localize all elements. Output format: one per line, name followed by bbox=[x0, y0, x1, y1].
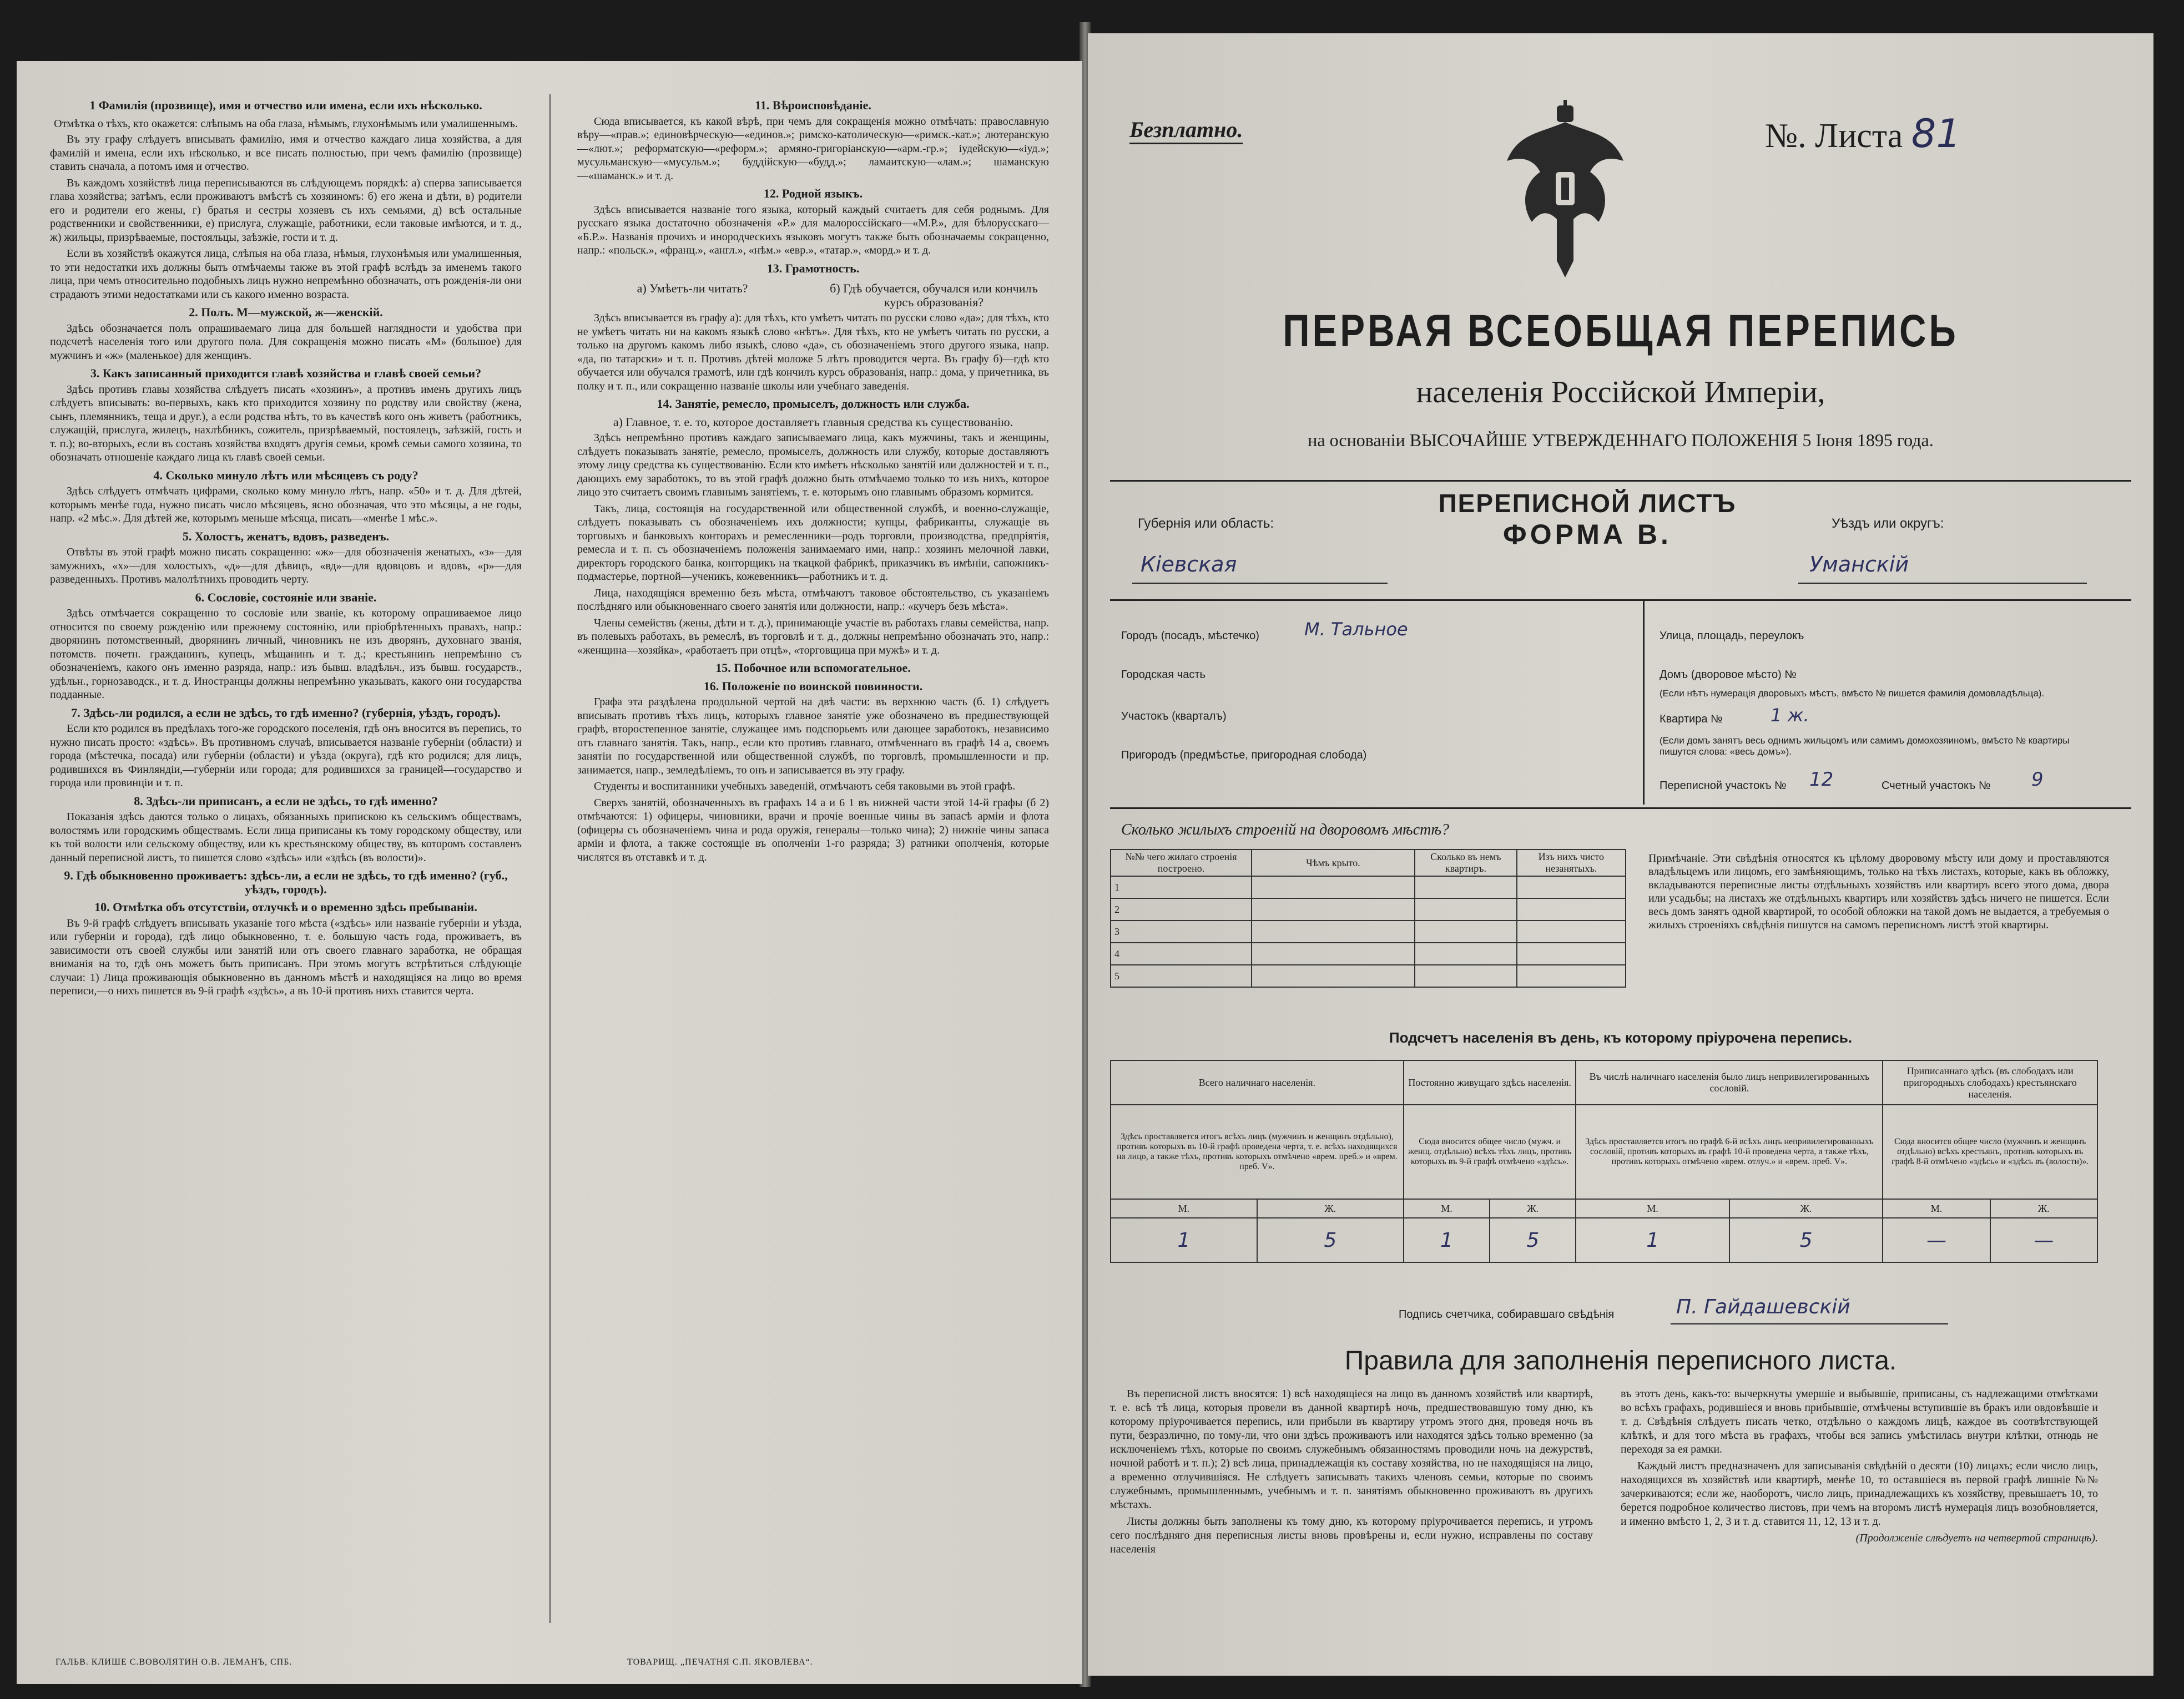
sheet-number bbox=[1765, 111, 1961, 156]
house-label: Домъ (дворовое мѣсто) № bbox=[1660, 669, 1797, 681]
heading-8: 8. Здѣсь-ли приписанъ, а если не здѣсь, то гдѣ именно? bbox=[134, 793, 438, 808]
paragraph: Сверхъ занятій, обозначенныхъ въ графахъ 14 а и 6 1 въ нижней части этой 14-й графы (б 2) отмѣчаются: 1) офицеры, чиновники, врачи и прочіе военные чины въ запасѣ арміи и флота (офицеры съ обозначеніемъ чина и рода оружія, генералы—только чина); 2) нижніе чины запаса арміи и флота, а также состоящіе въ ополченіи 1-го разряда; 3) ратники ополченія, которые числятся въ отставкѣ и т. д. bbox=[577, 796, 1049, 863]
table-row: 4 bbox=[1111, 943, 1252, 965]
buildings-col-header: Сколько въ немъ квартиръ. bbox=[1415, 850, 1517, 876]
divider bbox=[1110, 480, 2131, 482]
sex-header: М. bbox=[1576, 1199, 1729, 1218]
right-page-census-form bbox=[1088, 33, 2153, 1676]
paragraph: Въ эту графу слѣдуетъ вписывать фамилію, имя и отчество каждаго лица хозяйства, а для фамилій и имена, если ихъ нѣсколько, и все писать полностью, при чемъ фамилію (прозвище) ставить сначала, а потомъ имя и отчество. bbox=[50, 133, 522, 173]
sex-header: Ж. bbox=[1990, 1199, 2097, 1218]
count-col-header: Въ числѣ наличнаго населенія было лицъ непривилегированныхъ сословій. bbox=[1576, 1060, 1883, 1105]
heading-5: 5. Холостъ, женатъ, вдовъ, разведенъ. bbox=[182, 529, 390, 543]
paragraph: Въ переписной листъ вносятся: 1) всѣ находящіеся на лицо въ данномъ хозяйствѣ или квартирѣ, т. е. всѣ тѣ лица, которыя провели въ данной квартирѣ ночь, предшествовавшую тому дню, къ которому пріурочивается перепись, или прибыли въ квартиру утромъ этого дня, проведя ночь въ пути, безразлично, по тому-ли, что они здѣсь проживаютъ или находятся здѣсь только временно (за исключеніемъ тѣхъ, которые по своимъ служебнымъ обязанностямъ проводили ночь на дежурствѣ, ночной работѣ и т. п.); 2) всѣ лица, принадлежащія къ составу хозяйства, но не находящіяся на лицо, а временно отлучившіяся. Не слѣдуетъ записывать такихъ членовъ семьи, которые по своимъ служебнымъ, промышленнымъ, учебнымъ и т. п. занятіямъ обыкновенно проживаютъ въ другихъ мѣстахъ. bbox=[1110, 1388, 1593, 1511]
paragraph: Здѣсь противъ главы хозяйства слѣдуетъ писать «хозяинъ», а противъ именъ другихъ лицъ слѣдуетъ вписывать: во-первыхъ, какъ кто приходится хозяину по родству или свойству (жена, сынъ, племянникъ, теща и друг.), а если родства нѣтъ, то въ качествѣ кого онъ живетъ (работникъ, служащій, прислуга, жилецъ, нахлѣбникъ, сожитель, призрѣваемый, постоялецъ, заѣзжій, гость и т. п.); во-вторыхъ, если въ составъ хозяйства входятъ другія семьи, кромѣ семьи самого хозяина, то обозначать отношеніе каждаго лица къ главѣ своей семьи. bbox=[50, 383, 522, 463]
section-label: Участокъ (кварталъ) bbox=[1121, 710, 1227, 722]
heading-15: 15. Побочное или вспомогательное. bbox=[715, 661, 911, 675]
count-value: 1 bbox=[1111, 1218, 1257, 1262]
count-col-description: Сюда вносится общее число (мужч. и женщ. отдѣльно) всѣхъ тѣхъ лицъ, противъ которыхъ въ 9-й графѣ отмѣчено «здѣсь». bbox=[1404, 1105, 1576, 1199]
heading-1: 1 Фамилія (прозвище), имя и отчество или имена, если ихъ нѣсколько. bbox=[89, 98, 482, 112]
buildings-note: Примѣчаніе. Эти свѣдѣнія относятся къ цѣлому дворовому мѣсту или дому и проставляются владѣльцемъ или лицомъ, его замѣняющимъ, только на тѣхъ листахъ, которые, какъ въ обложку, вкладываются переписные листы отдѣльныхъ хозяйствъ или квартиръ всего этого дома, двора или усадьбы; на листахъ же отдѣльныхъ квартиръ или хозяйствъ здѣсь ничего не пишется. Если весь домъ занятъ одной квартирой, то особой обложки на такой домъ не выдается, а требуемыя о жилыхъ строеніяхъ свѣдѣнія пишутся на самомъ переписномъ листѣ этой квартиры. bbox=[1648, 852, 2109, 931]
table-row: 2 bbox=[1111, 898, 1252, 921]
left-column-1 bbox=[50, 94, 522, 1640]
heading-2: 2. Полъ. М—мужской, ж—женскій. bbox=[189, 305, 383, 319]
table-row: 3 bbox=[1111, 921, 1252, 943]
paragraph: Если въ хозяйствѣ окажутся лица, слѣпыя на оба глаза, нѣмыя, глухонѣмыя или умалишенныя, то эти недостатки ихъ должны быть отмѣчаемы также въ этой графѣ вслѣдъ за именемъ такого лица, при чемъ относительно подобныхъ лицъ нужно непремѣнно обозначать, отъ рожденія-ли они страдаютъ этими недостатками или съ какого именно возраста. bbox=[50, 247, 522, 301]
paragraph: Каждый листъ предназначенъ для записыванія свѣдѣній о десяти (10) лицахъ; если число лицъ, находящихся въ хозяйствѣ или квартирѣ, менѣе 10, то оставшіеся въ первой графѣ лишніе №№ зачеркиваются; если же, наоборотъ, число лицъ, принадлежащихъ къ хозяйству, превышаетъ 10, то берется подробное количество листовъ, при чемъ на второмъ листѣ нумерація лицъ возобновляется, и именно вмѣсто 1, 2, 3 и т. д. ставится 11, 12, 13 и т. д. bbox=[1621, 1460, 2098, 1528]
house-note: (Если нѣтъ нумерація дворовыхъ мѣстъ, вмѣсто № пишется фамилія домовладѣльца). bbox=[1660, 688, 2045, 699]
paragraph: Если кто родился въ предѣлахъ того-же городского поселенія, гдѣ онъ вносится въ перепись, то нужно писать просто: «здѣсь». Въ противномъ случаѣ, вписывается названіе губерніи (области) и города (мѣстечка, посада) или губерніи (области) и уѣзда (округа), гдѣ кто родился; для лицъ, родившихся въ Финляндіи,—губерніи или города; для родившихся за границей—государство и города или провинціи и т. п. bbox=[50, 722, 522, 789]
free-label: Безплатно. bbox=[1129, 117, 1243, 144]
district-value: Уманскій bbox=[1809, 552, 1909, 577]
heading-13: 13. Грамотность. bbox=[766, 261, 860, 275]
table-row: 5 bbox=[1111, 965, 1252, 987]
paragraph: Здѣсь обозначается полъ опрашиваемаго лица для большей наглядности и удобства при подсчетѣ населенія того или другого пола. Для сокращенія можно писать «М» (большое) для мужчинъ и «ж» (маленькое) для женщинъ. bbox=[50, 322, 522, 362]
province-value: Кіевская bbox=[1141, 552, 1237, 577]
count-col-header: Приписаннаго здѣсь (въ слободахъ или пригородныхъ слободахъ) крестьянскаго населенія. bbox=[1883, 1060, 2097, 1105]
sex-header: Ж. bbox=[1490, 1199, 1576, 1218]
sex-header: Ж. bbox=[1257, 1199, 1404, 1218]
heading-11: 11. Вѣроисповѣданіе. bbox=[755, 98, 871, 112]
paragraph: Въ 9-й графѣ слѣдуетъ вписывать указаніе того мѣста («здѣсь» или названіе губерніи и уѣзда, или губерніи и города), гдѣ лицо обыкновенно, т. е. большую часть года, проживаетъ, въ зависимости отъ своей службы или занятій или отъ своего главнаго заработка, не обращая вниманія на то, гдѣ онъ можетъ быть приписанъ. При этомъ могутъ встрѣтиться слѣдующіе случаи: 1) Лица проживающія обыкновенно въ данномъ мѣстѣ и находящіяся на лицо во время переписи,—о нихъ пишется въ 9-й графѣ «здѣсь», а въ 10-й противъ нихъ ставится черта. bbox=[50, 917, 522, 997]
table-row: 1 bbox=[1111, 876, 1252, 898]
count-value: — bbox=[1883, 1218, 1990, 1262]
count-title: Подсчетъ населенія въ день, къ которому пріурочена перепись. bbox=[1389, 1029, 1853, 1046]
divider bbox=[1110, 807, 2131, 809]
sheet-number-handwritten: 81 bbox=[1911, 111, 1961, 156]
left-column-2 bbox=[577, 94, 1049, 1640]
count-col-header: Постоянно живущаго здѣсь населенія. bbox=[1404, 1060, 1576, 1105]
paragraph: Показанія здѣсь даются только о лицахъ, обязанныхъ припискою къ сельскимъ обществамъ, волостямъ или городскимъ обществамъ. Если лица приписаны къ тому городскому обществу, или къ той волости или сельскому обществу, или къ крестьянскому обществу, въ которомъ составленъ данный переписной листъ, то пишется слово «здѣсь» или «здѣсь (въ волости)». bbox=[50, 811, 522, 864]
paragraph: Сюда вписывается, къ какой вѣрѣ, при чемъ для сокращенія можно отмѣчать: православную вѣру—«прав.»; единовѣрческую—«единов.»; римско-католическую—«римск.-кат.»; лютеранскую—«лют.»; реформатскую—«реформ.»; армяно-григоріанскую—«арм.-гр.»; іудейскую—«іуд.»; мусульманскую—«мусульм.»; буддійскую—«будд.»; ламаитскую—«лам.»; шаманскую—«шаманск.» и т. д. bbox=[577, 115, 1049, 182]
count-value: — bbox=[1990, 1218, 2097, 1262]
buildings-col-header: №№ чего жилаго строенія построено. bbox=[1111, 850, 1252, 876]
heading-7: 7. Здѣсь-ли родился, а если не здѣсь, то гдѣ именно? (губернія, уѣздъ, городъ). bbox=[71, 705, 501, 720]
rules-column-2 bbox=[1621, 1387, 2098, 1548]
heading-14: 14. Занятіе, ремесло, промыселъ, должность или служба. bbox=[657, 397, 970, 411]
count-col-description: Здѣсь проставляется итогъ всѣхъ лицъ (мужчинъ и женщинъ отдѣльно), противъ которыхъ въ 10-й графѣ проведена черта, т. е. всѣхъ находящихся на лицо, а также тѣхъ, противъ которыхъ отмѣчено «врем. преб.» и «врем. преб. V». bbox=[1111, 1105, 1404, 1199]
sex-header: М. bbox=[1404, 1199, 1490, 1218]
printer-footer-right: ТОВАРИЩ. „ПЕЧАТНЯ С.П. ЯКОВЛЕВА“. bbox=[627, 1657, 813, 1667]
count-section-label: Счетный участокъ № bbox=[1882, 780, 1991, 792]
census-section-value: 12 bbox=[1809, 768, 1834, 791]
buildings-col-header: Изъ нихъ чисто незанятыхъ. bbox=[1517, 850, 1626, 876]
paragraph: Студенты и воспитанники учебныхъ заведеній, отмѣчаютъ себя таковыми въ этой графѣ. bbox=[594, 780, 1016, 792]
column-rule bbox=[549, 94, 551, 1623]
form-line-1: ПЕРЕПИСНОЙ ЛИСТЪ bbox=[1438, 489, 1737, 518]
heading-4: 4. Сколько минуло лѣтъ или мѣсяцевъ съ роду? bbox=[153, 468, 418, 482]
suburb-label: Пригородъ (предмѣстье, пригородная слобода) bbox=[1121, 749, 1367, 761]
sex-header: Ж. bbox=[1729, 1199, 1883, 1218]
vertical-divider bbox=[1643, 599, 1645, 805]
rules-title: Правила для заполненія переписного листа. bbox=[1344, 1346, 1897, 1376]
divider bbox=[1110, 599, 2131, 601]
citypart-label: Городская часть bbox=[1121, 669, 1206, 681]
form-basis: на основаніи ВЫСОЧАЙШЕ УТВЕРЖДЕННАГО ПОЛОЖЕНІЯ 5 Іюня 1895 года. bbox=[1308, 430, 1934, 450]
buildings-question: Сколько жилыхъ строеній на дворовомъ мѣстѣ? bbox=[1121, 821, 1450, 838]
rules-column-1 bbox=[1110, 1387, 1593, 1559]
count-section-value: 9 bbox=[2031, 768, 2044, 791]
double-headed-eagle-emblem-icon bbox=[1501, 100, 1629, 283]
paragraph: въ этотъ день, какъ-то: вычеркнуты умершіе и выбывшіе, приписаны, съ надлежащими отмѣтками во всѣхъ графахъ, родившіеся и вновь прибывшіе, отмѣчены вступившіе въ бракъ или овдовѣвшіе и т. д. Свѣдѣнія слѣдуетъ писать четко, отдѣльно о каждомъ лицѣ, каждое въ соотвѣтствующей клѣткѣ, и для того мѣста въ графахъ, чтобы вся запись умѣстилась внутри клѣтки, отнюдь не переходя за ея рамки. bbox=[1621, 1388, 2098, 1455]
apartment-value: 1 ж. bbox=[1771, 705, 1809, 726]
heading-12: 12. Родной языкъ. bbox=[763, 186, 863, 200]
form-line-2: ФОРМА В. bbox=[1503, 519, 1672, 550]
signature-label: Подпись счетчика, собиравшаго свѣдѣнія bbox=[1399, 1308, 1615, 1321]
paragraph: Листы должны быть заполнены къ тому дню, къ которому пріурочивается перепись, и утромъ сего послѣдняго дня переписныя листы вновь провѣрены и, если нужно, исправлены по составу населенія bbox=[1110, 1515, 1593, 1555]
heading-3: 3. Какъ записанный приходится главѣ хозяйства и главѣ своей семьи? bbox=[90, 366, 482, 380]
district-label: Уѣздъ или округъ: bbox=[1832, 516, 1944, 531]
paragraph: Графа эта раздѣлена продольной чертой на двѣ части: въ верхнюю часть (б. 1) слѣдуетъ вписывать противъ тѣхъ лицъ, которыхъ главное занятіе уже обозначено въ предшествующей графѣ, второстепенное занятіе, служащее имъ подспорьемъ или дающее заработокъ, независимо отъ главнаго занятія. Такъ, напр., если кто противъ главнаго, отмѣченнаго въ графѣ 14 а, своемъ занятіи по государственной или общественной службѣ, по торговлѣ, промышленности и пр. занимается, напр., земледѣліемъ, то онъ и записывается въ эту графу. bbox=[577, 696, 1049, 776]
count-col-description: Сюда вносится общее число (мужчинъ и женщинъ отдѣльно) всѣхъ крестьянъ, противъ которыхъ въ графѣ 8-й отмѣчено «здѣсь» и «здѣсь въ (волости)». bbox=[1883, 1105, 2097, 1199]
province-label: Губернія или область: bbox=[1138, 516, 1274, 531]
paragraph: Здѣсь отмѣчается сокращенно то сословіе или званіе, къ которому опрашиваемое лицо относится по своему рожденію или прежнему состоянію, или пріобрѣтенныхъ правахъ, напр.: дворянинъ потомственный, дворянинъ личный, чиновникъ не изъ дворянъ, духовнаго званія, потомств. почетн. гражданинъ, купецъ, мѣщанинъ и т. д.; крестьянинъ непремѣнно съ обозначеніемъ, какого онъ именно разряда, напр.: изъ бывш. владѣльч., изъ бывш. государств., удѣльн., горнозаводск., и т. д. Иностранцы должны непремѣнно указывать, какого они государства подданные. bbox=[50, 607, 522, 701]
count-col-header: Всего наличнаго населенія. bbox=[1111, 1060, 1404, 1105]
census-section-label: Переписной участокъ № bbox=[1660, 780, 1787, 792]
heading-13a: а) Умѣетъ-ли читать? bbox=[637, 281, 748, 295]
underline bbox=[1132, 583, 1388, 584]
paragraph: Члены семействъ (жены, дѣти и т. д.), принимающіе участіе въ работахъ главы семейства, напр. въ полевыхъ работахъ, въ ремеслѣ, въ торговлѣ и т. д., должны непремѣнно обозначать это, напр.: «женщина—хозяйка», «работаетъ при отцѣ», «торговщица при мужѣ» и т. д. bbox=[577, 616, 1049, 656]
heading-16: 16. Положеніе по воинской повинности. bbox=[703, 679, 923, 693]
apartment-label: Квартира № bbox=[1660, 713, 1723, 725]
town-value: М. Тальное bbox=[1304, 619, 1408, 640]
sheet-number-label: №. Листа bbox=[1765, 117, 1903, 155]
form-type bbox=[1404, 488, 1771, 550]
street-label: Улица, площадь, переулокъ bbox=[1660, 630, 1804, 642]
count-col-description: Здѣсь проставляется итогъ по графѣ 6-й всѣхъ лицъ непривилегированныхъ сословій, противъ которыхъ въ графѣ 10-й проведена черта, а также тѣхъ, противъ которыхъ отмѣчено «врем. отлуч.» и «врем. преб. V». bbox=[1576, 1105, 1883, 1199]
underline bbox=[1671, 1323, 1948, 1324]
heading-6: 6. Сословіе, состояніе или званіе. bbox=[195, 590, 377, 604]
paragraph: Лица, находящіяся временно безъ мѣста, отмѣчаютъ таковое обстоятельство, съ указаніемъ послѣдняго или обыкновеннаго своего занятія или должности, напр.: «кучеръ безъ мѣста». bbox=[577, 586, 1049, 613]
heading-13b: б) Гдѣ обучается, обучался или кончилъ курсъ образованія? bbox=[830, 281, 1038, 309]
heading-14a: а) Главное, т. е. то, которое доставляетъ главныя средства къ существованію. bbox=[613, 414, 1013, 429]
buildings-col-header: Чѣмъ крыто. bbox=[1252, 850, 1415, 876]
population-count-table bbox=[1110, 1060, 2098, 1263]
count-value: 5 bbox=[1490, 1218, 1576, 1262]
town-label: Городъ (посадъ, мѣстечко) bbox=[1121, 630, 1259, 642]
count-value: 1 bbox=[1576, 1218, 1729, 1262]
paragraph: Отвѣты въ этой графѣ можно писать сокращенно: «ж»—для обозначенія женатыхъ, «з»—для замужнихъ, «х»—для холостыхъ, «д»—для дѣвицъ, «вд»—для вдовцовъ и вдовъ, «р»—для разведенныхъ. Противъ малолѣтнихъ проводить черту. bbox=[50, 546, 522, 585]
left-page-instructions bbox=[17, 61, 1082, 1684]
paragraph: Здѣсь непремѣнно противъ каждаго записываемаго лица, какъ мужчины, такъ и женщины, слѣдуетъ показывать занятіе, ремесло, промыселъ, должность или службу, которые доставляютъ этому лицу средства къ существованію. Если кто имѣетъ нѣсколько занятій или должностей и т. п., дающихъ ему заработокъ, то въ этой графѣ должно быть отмѣчаемо только то изъ нихъ, которое лицо это считаетъ своимъ главнымъ занятіемъ, т. е. которымъ оно главнымъ образомъ кормится. bbox=[577, 432, 1049, 498]
subheading-1: Отмѣтка о тѣхъ, кто окажется: слѣпымъ на оба глаза, нѣмымъ, глухонѣмымъ или умалишеннымъ. bbox=[54, 117, 518, 130]
apartment-note: (Если домъ занятъ весь однимъ жильцомъ или самимъ домохозяиномъ, вмѣсто № квартиры пишутся слова: «весь домъ»). bbox=[1660, 735, 2070, 757]
count-value: 5 bbox=[1729, 1218, 1883, 1262]
paragraph: Здѣсь слѣдуетъ отмѣчать цифрами, сколько кому минуло лѣтъ, напр. «50» и т. д. Для дѣтей, которымъ менѣе года, нужно писать число мѣсяцевъ, ясно обозначая, что это мѣсяцы, а не годы, напр. «2 мѣс.». Для дѣтей же, которымъ меньше мѣсяца, писать—«менѣе 1 мѣс.». bbox=[50, 485, 522, 524]
heading-10: 10. Отмѣтка объ отсутствіи, отлучкѣ и о временно здѣсь пребываніи. bbox=[94, 900, 477, 914]
sex-header: М. bbox=[1883, 1199, 1990, 1218]
paragraph: Въ каждомъ хозяйствѣ лица переписываются въ слѣдующемъ порядкѣ: а) сперва записывается глава хозяйства; затѣмъ, если проживаютъ вмѣстѣ съ хозяиномъ: б) его жена и дѣти, в) родители его и родители его жены, г) братья и сестры хозяевъ съ ихъ семьями, д) всѣ остальные родственники и свойственники, е) прислуга, служащіе, работники, если таковые имѣются, и т. д., ж) жильцы, призрѣваемые, постояльцы, заѣзжіе, гости и т. д. bbox=[50, 176, 522, 244]
paragraph: Здѣсь вписывается въ графу а): для тѣхъ, кто умѣетъ читать по русски слово «да»; для тѣхъ, кто не умѣетъ читать ни на какомъ языкѣ слово «нѣтъ». Для тѣхъ, кто не умѣетъ читать по русски, а только на другомъ какомъ либо языкѣ, слово «да», съ обозначеніемъ этого другого языка, напр. «да, по татарски» и т. п. Противъ дѣтей моложе 5 лѣтъ проводится черта. Въ графу б)—гдѣ кто обучается или обучался грамотѣ, или гдѣ кончилъ курсъ образованія, напр.: дома, у причетника, въ полку и т. п., или сокращенно названіе школы или учебнаго заведенія. bbox=[577, 312, 1049, 392]
paragraph: Такъ, лица, состоящія на государственной или общественной службѣ, и военно-служащіе, слѣдуетъ показывать съ обозначеніемъ ихъ должности; купцы, фабриканты, служащіе въ торговыхъ и банковыхъ конторахъ и ремесленники—родъ торговли, производства, предпріятія, ремесла и т. п. съ обозначеніемъ положенія занимаемаго ими, напр.: хозяинъ мелочной лавки, директоръ городского банка, конторщикъ на ткацкой фабрикѣ, приказчикъ въ имѣніи, сапожникъ-подмастерье, портной—ученикъ, кожевенникъ—работникъ и т. д. bbox=[577, 502, 1049, 583]
count-value: 1 bbox=[1404, 1218, 1490, 1262]
signature-value: П. Гайдашевскій bbox=[1676, 1296, 1850, 1318]
form-title: ПЕРВАЯ ВСЕОБЩАЯ ПЕРЕПИСЬ bbox=[1283, 306, 1959, 356]
sex-header: М. bbox=[1111, 1199, 1257, 1218]
underline bbox=[1798, 583, 2087, 584]
buildings-table bbox=[1110, 849, 1626, 988]
printer-footer-left: ГАЛЬВ. КЛИШЕ С.ВОВОЛЯТИН О.В. ЛЕМАНЪ, СПБ. bbox=[56, 1657, 292, 1667]
form-subtitle: населенія Россійской Имперіи, bbox=[1416, 375, 1825, 409]
count-value: 5 bbox=[1257, 1218, 1404, 1262]
continuation-note: (Продолженіе слѣдуетъ на четвертой страницѣ). bbox=[1855, 1532, 2098, 1544]
heading-9: 9. Гдѣ обыкновенно проживаетъ: здѣсь-ли, а если не здѣсь, то гдѣ именно? (губ., уѣздъ, городъ). bbox=[64, 868, 508, 896]
paragraph: Здѣсь вписывается названіе того языка, который каждый считаетъ для себя роднымъ. Для русскаго языка достаточно обозначенія «Р.» для малороссійскаго—«М.Р.», для бѣлорусскаго— «Б.Р.». Названія прочихъ и инородческихъ языковъ могутъ также быть обозначаемы сокращенно, напр.: «польск.», «франц.», «англ.», «нѣм.» «евр.», «татар.», «морд.» и т. д. bbox=[577, 203, 1049, 256]
